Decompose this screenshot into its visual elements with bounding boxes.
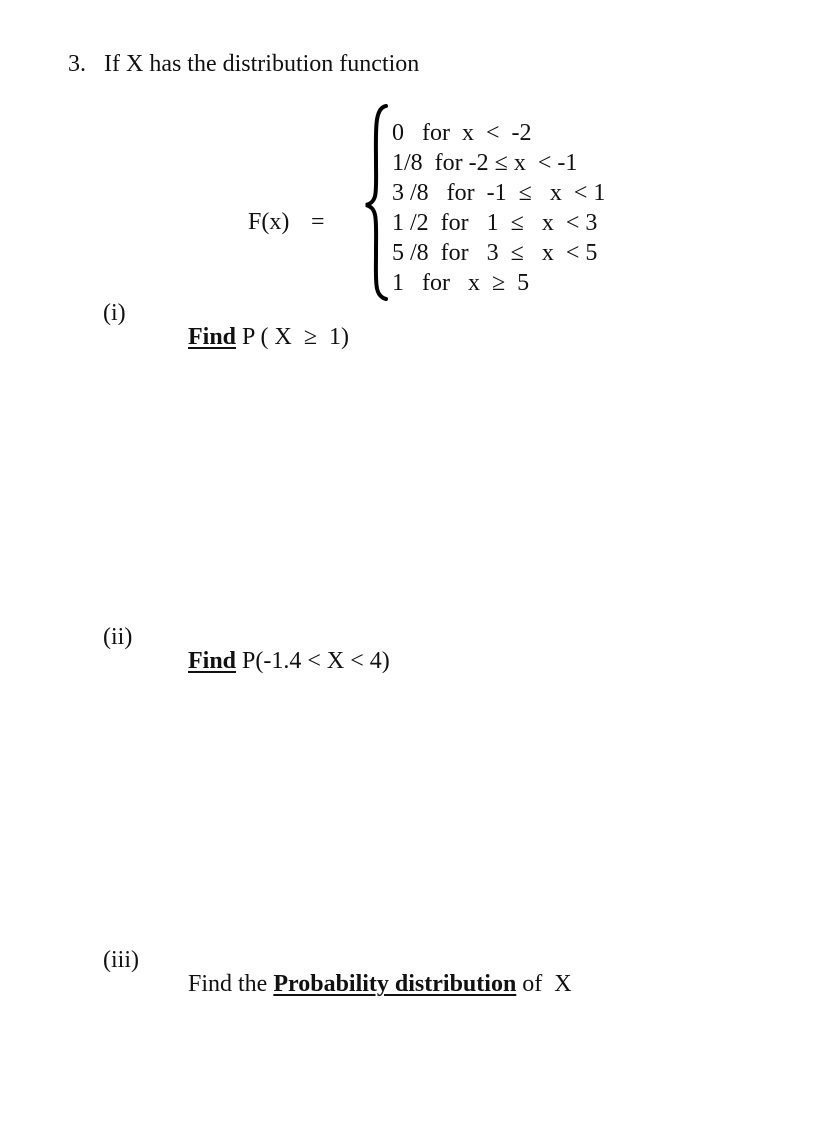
part-i-find: Find [188, 324, 237, 350]
part-i-label: (i) [103, 300, 126, 326]
case-line-3: 3 /8 for -1 ≤ x < 1 [392, 180, 606, 206]
case-line-4: 1 /2 for 1 ≤ x < 3 [392, 210, 598, 236]
part-ii-text [176, 625, 390, 673]
case-line-1: 0 for x < -2 [392, 120, 532, 146]
case-line-6: 1 for x ≥ 5 [392, 270, 530, 296]
part-iii-text [176, 948, 572, 996]
part-iii-rest: of X [516, 971, 572, 997]
part-ii-rest: P(-1.4 < X < 4) [236, 648, 390, 674]
function-label: F(x) [248, 209, 290, 235]
part-i-rest: P ( X ≥ 1) [236, 324, 349, 350]
part-iii-prefix: Find the [188, 971, 274, 997]
function-equals: = [311, 209, 325, 235]
part-ii-find: Find [188, 648, 237, 674]
case-line-5: 5 /8 for 3 ≤ x < 5 [392, 240, 598, 266]
part-iii-bold: Probability distribution [273, 971, 517, 997]
part-i-text [176, 301, 349, 349]
question-number: 3. [68, 51, 86, 77]
case-line-2: 1/8 for -2 ≤ x < -1 [392, 150, 578, 176]
question-intro: If X has the distribution function [104, 51, 420, 77]
part-ii-label: (ii) [103, 624, 133, 650]
part-iii-label: (iii) [103, 947, 139, 973]
